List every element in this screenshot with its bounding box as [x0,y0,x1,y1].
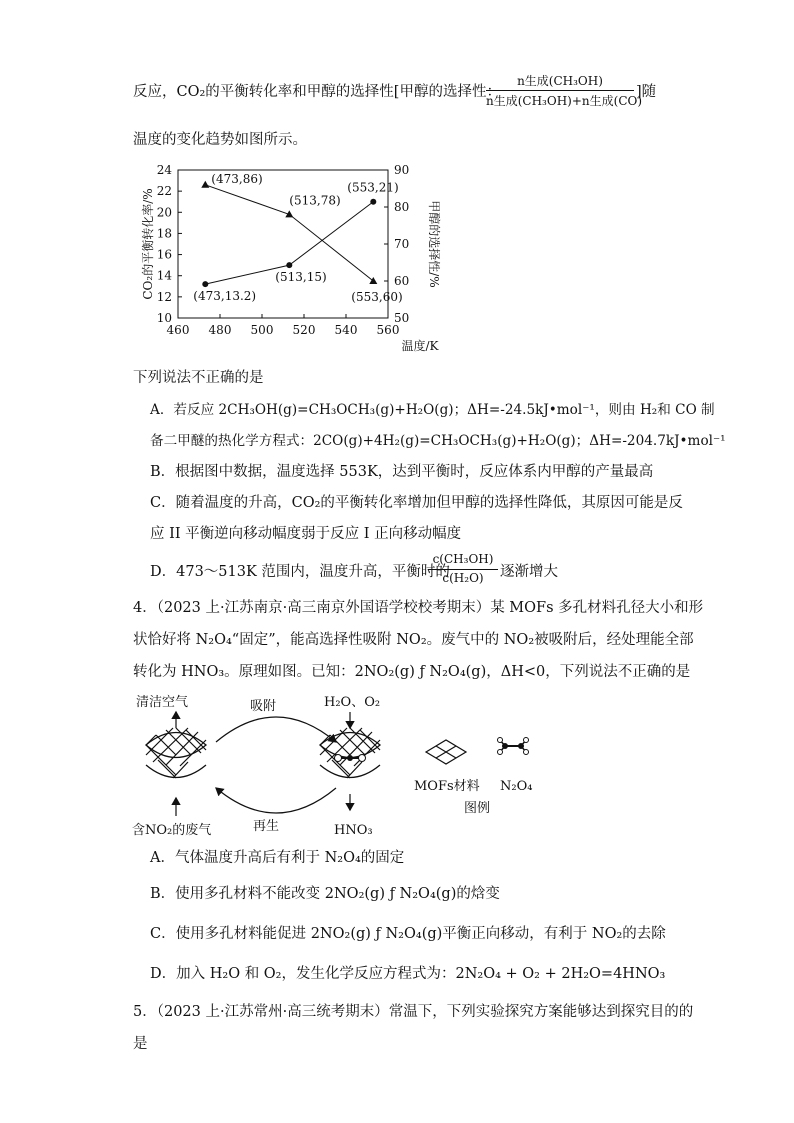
y-right-tick-label: 50 [394,311,410,325]
y-left-tick-label: 16 [156,247,172,262]
q4-option-d: D．加入 H₂O 和 O₂，发生化学反应方程式为：2N₂O₄ + O₂ + 2H₂O=4HNO₃ [150,966,666,982]
diagram-clean-air-label: 清洁空气 [136,695,189,710]
selectivity-denominator: n生成(CH₃OH)+n生成(CO) [486,94,643,108]
diagram-h2o-o2-label: H₂O、O₂ [324,695,381,710]
q5-stem-line2: 是 [133,1036,148,1052]
data-point-label: (513,78) [289,193,341,208]
methanol-selectivity-point [369,277,377,284]
q3-prompt: 下列说法不正确的是 [133,370,264,386]
q4-option-c: C．使用多孔材料能促进 2NO₂(g) ƒ N₂O₄(g)平衡正向移动，有利于 NO₂的去除 [150,926,666,942]
y-right-tick-label: 90 [394,163,410,177]
y-left-tick-label: 20 [156,205,172,220]
q4-stem-line1: 4．（2023 上·江苏南京·高三南京外国语学校校考期末）某 MOFs 多孔材料孔径大小和形 [133,600,704,616]
q3-option-b: B．根据图中数据，温度选择 553K，达到平衡时，反应体系内甲醇的产量最高 [150,464,654,480]
x-tick-label: 500 [250,323,274,337]
selectivity-fraction-bar [486,90,634,91]
y-left-tick-label: 14 [156,268,172,283]
legend-n2o4-icon [498,738,529,755]
co2-conversion-point [202,281,208,287]
y-left-tick-label: 18 [156,226,172,241]
q3-option-a-line1: A．若反应 2CH₃OH(g)=CH₃OCH₃(g)+H₂O(g)；ΔH=-24.5kJ•mol⁻¹，则由 H₂和 CO 制 [150,402,715,418]
mof-adsorption-diagram [128,690,568,840]
q3-option-d-tail: 逐渐增大 [500,564,558,580]
x-tick-label: 480 [208,323,232,337]
q3-option-c-line2: 应 II 平衡逆向移动幅度弱于反应 I 正向移动幅度 [150,526,462,542]
co2-conversion-methanol-selectivity-chart [130,158,450,358]
y-left-tick-label: 22 [156,184,172,199]
x-axis-label: 温度/K [401,339,439,353]
y-right-tick-label: 70 [394,237,410,251]
data-point-label: (473,86) [211,171,263,186]
q4-stem-line2: 状恰好将 N₂O₄“固定”，能高选择性吸附 NO₂。废气中的 NO₂被吸附后，经处理能全部 [133,632,694,648]
y-left-tick-label: 12 [156,289,172,304]
legend-mof-label: MOFs材料 [414,779,480,794]
q3-option-c-line1: C．随着温度的升高，CO₂的平衡转化率增加但甲醇的选择性降低，其原因可能是反 [150,495,683,511]
diagram-regenerate-label: 再生 [253,819,280,834]
q5-stem-line1: 5．（2023 上·江苏常州·高三统考期末）常温下，下列实验探究方案能够达到探究目的的 [133,1004,694,1020]
y-left-tick-label: 24 [156,163,172,177]
intro-text-line1: 反应，CO₂的平衡转化率和甲醇的选择性[甲醇的选择性： [133,84,501,100]
q3-option-a-line2: 备二甲醚的热化学方程式：2CO(g)+4H₂(g)=CH₃OCH₃(g)+H₂O(g)；ΔH=-204.7kJ•mol⁻¹ [150,433,726,449]
diagram-waste-gas-label: 含NO₂的废气 [132,823,212,838]
diagram-hno3-label: HNO₃ [334,823,373,838]
intro-text-line1-tail: ]随 [636,84,657,100]
q3-option-d-fraction-bar [428,569,498,570]
mof-material-left-icon [146,728,206,778]
q3-option-d-numerator: c(CH₃OH) [432,552,494,566]
x-tick-label: 540 [334,323,358,337]
q4-option-a: A．气体温度升高后有利于 N₂O₄的固定 [150,850,405,866]
intro-text-line2: 温度的变化趋势如图所示。 [133,132,307,148]
selectivity-numerator: n生成(CH₃OH) [517,74,603,88]
methanol-selectivity-point [201,181,209,188]
x-tick-label: 460 [166,323,190,337]
legend-title: 图例 [464,801,491,816]
y-right-axis-label: 甲醇的选择性/% [427,200,441,288]
data-point-label: (553,60) [351,290,403,304]
y-right-tick-label: 80 [394,200,410,214]
diagram-adsorb-label: 吸附 [250,699,277,714]
co2-conversion-point [370,199,376,205]
y-right-tick-label: 60 [394,274,410,288]
data-point-label: (513,15) [275,270,327,285]
q3-option-d: D．473～513K 范围内，温度升高，平衡时的 [150,564,450,580]
data-point-label: (553,21) [347,180,399,195]
q3-option-d-denominator: c(H₂O) [442,571,484,585]
x-tick-label: 520 [292,323,316,337]
legend-mof-icon [426,740,466,764]
q4-stem-line3: 转化为 HNO₃。原理如图。已知：2NO₂(g) ƒ N₂O₄(g)，ΔH<0，下列说法不正确的是 [133,664,691,680]
co2-conversion-point [286,262,292,268]
x-tick-label: 560 [376,323,400,337]
mof-material-right-icon [320,728,380,778]
y-left-axis-label: CO₂的平衡转化率/% [141,188,155,300]
data-point-label: (473,13.2) [193,289,257,304]
q4-option-b: B．使用多孔材料不能改变 2NO₂(g) ƒ N₂O₄(g)的焓变 [150,886,500,902]
legend-n2o4-label: N₂O₄ [500,779,533,794]
y-left-tick-label: 10 [156,311,172,325]
